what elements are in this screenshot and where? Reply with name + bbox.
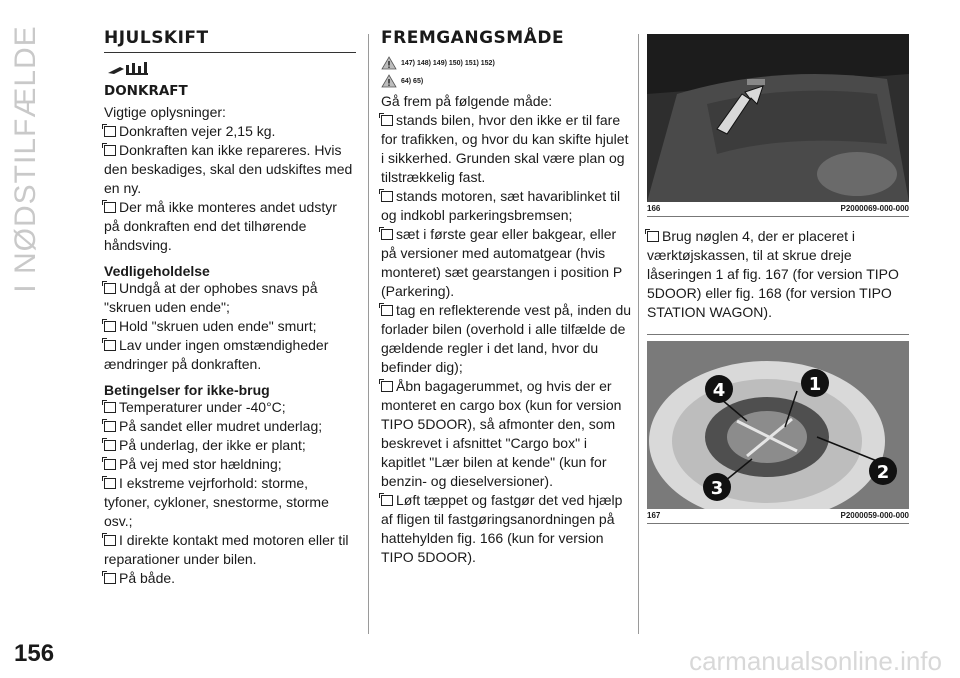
chapter-side-label <box>6 24 46 294</box>
intro-text: Gå frem på følgende måde: <box>381 93 553 109</box>
callout-4 <box>705 375 733 403</box>
column-1 <box>104 28 356 588</box>
list-item <box>381 491 633 567</box>
column-divider <box>638 34 639 634</box>
list-item-text: Lav under ingen omstændigheder ændringer på donkraften. <box>104 337 329 372</box>
list-item-text: stands bilen, hvor den ikke er til fare for trafikken, og hvor du kan skifte hjulet i sikkerhed. Grunden skal være plan og tilstrækkelig fast. <box>381 112 629 185</box>
callout-3 <box>703 473 731 501</box>
column-2 <box>381 28 633 567</box>
list-bullet-icon <box>104 478 116 489</box>
list-bullet-icon <box>104 535 116 546</box>
chapter-title: I NØDSTILFÆLDE <box>9 25 42 293</box>
instruction-item <box>647 227 909 322</box>
figure-166-photo <box>647 34 909 202</box>
list-item-text: På både. <box>119 570 176 586</box>
figure-number: 166 <box>647 204 661 213</box>
list-item <box>104 436 356 455</box>
list-bullet-icon <box>381 495 393 506</box>
page-number: 156 <box>14 640 55 667</box>
callout-3-label: 3 <box>710 478 724 499</box>
list-item-text: Der må ikke monteres andet udstyr på donkraften end det tilhørende håndsving. <box>104 199 337 253</box>
list-bullet-icon <box>104 402 116 413</box>
maintenance-list <box>104 279 356 374</box>
list-item-text: stands motoren, sæt havariblinket til og indkobl parkeringsbremsen; <box>381 188 621 223</box>
list-item <box>104 455 356 474</box>
watermark: carmanualsonline.info <box>689 646 942 676</box>
figure-167-caption <box>647 509 909 524</box>
column-divider <box>368 34 369 634</box>
callout-2 <box>869 457 897 485</box>
maintenance-heading: Vedligeholdelse <box>104 263 210 279</box>
list-item <box>104 569 356 588</box>
list-bullet-icon <box>381 305 393 316</box>
caution-triangle-icon <box>381 74 397 88</box>
column-3 <box>647 34 909 524</box>
list-item-text: Undgå at der ophobes snavs på "skruen uden ende"; <box>104 280 318 315</box>
list-item <box>104 198 356 255</box>
warning-triangle-icon <box>381 56 397 70</box>
warning-references: 147) 148) 149) 150) 151) 152) <box>401 59 495 67</box>
list-bullet-icon <box>104 340 116 351</box>
list-item-text: Temperaturer under -40°C; <box>119 399 286 415</box>
warning-reference-row <box>381 56 633 70</box>
list-item-text: I direkte kontakt med motoren eller til reparationer under bilen. <box>104 532 349 567</box>
list-bullet-icon <box>381 229 393 240</box>
list-bullet-icon <box>647 231 659 242</box>
list-item-text: På underlag, der ikke er plant; <box>119 437 306 453</box>
list-bullet-icon <box>104 283 116 294</box>
intro-text: Vigtige oplysninger: <box>104 104 226 120</box>
list-item <box>104 398 356 417</box>
list-bullet-icon <box>381 191 393 202</box>
instruction-text: Brug nøglen 4, der er placeret i værktøjskassen, til at skrue dreje låseringen 1 af fig. 167 (for version TIPO 5DOOR) eller fig. 168 (for version TIPO STATION WAGON). <box>647 228 899 320</box>
list-item-text: Åbn bagagerummet, og hvis der er monteret en cargo box (kun for version TIPO 5DOOR), så afmonter den, som beskrevet i afsnittet "Cargo box" i kapitlet "Lær bilen at kende" (kun for benzin- og dieselversioner). <box>381 378 622 489</box>
list-bullet-icon <box>104 202 116 213</box>
conditions-heading: Betingelser for ikke-brug <box>104 382 270 398</box>
list-item-text: sæt i første gear eller bakgear, eller på versioner med automatgear (hvis monteret) sæt gearstangen i position P (Parkering). <box>381 226 622 299</box>
figure-166-caption <box>647 202 909 217</box>
list-bullet-icon <box>104 145 116 156</box>
list-bullet-icon <box>104 321 116 332</box>
list-item-text: I ekstreme vejrforhold: storme, tyfoner, cykloner, snestorme, storme osv.; <box>104 475 329 529</box>
list-item-text: På vej med stor hældning; <box>119 456 282 472</box>
list-bullet-icon <box>104 573 116 584</box>
list-item-text: Løft tæppet og fastgør det ved hjælp af fligen til fastgøringsanordningen på hattehylden fig. 166 (kun for version TIPO 5DOOR). <box>381 492 623 565</box>
list-item-text: På sandet eller mudret underlag; <box>119 418 323 434</box>
figure-167-frame <box>647 334 909 524</box>
list-item <box>104 317 356 336</box>
caution-reference-row <box>381 74 633 88</box>
figure-code: P2000069-000-000 <box>840 204 909 213</box>
list-item <box>104 417 356 436</box>
list-item-text: tag en reflekterende vest på, inden du forlader bilen (overhold i alle tilfælde de gældende regler i det land, hvor du befinder dig); <box>381 302 632 375</box>
figure-number: 167 <box>647 511 661 520</box>
list-item <box>104 474 356 531</box>
list-bullet-icon <box>104 421 116 432</box>
list-item <box>381 377 633 491</box>
callout-1 <box>801 369 829 397</box>
list-bullet-icon <box>104 440 116 451</box>
callout-4-label: 4 <box>712 380 726 401</box>
list-bullet-icon <box>381 381 393 392</box>
jack-tool-icon <box>106 61 356 77</box>
list-bullet-icon <box>104 459 116 470</box>
list-item <box>104 336 356 374</box>
conditions-list <box>104 398 356 588</box>
section-title: FREMGANGSMÅDE <box>381 28 565 48</box>
section-title: HJULSKIFT <box>104 28 356 53</box>
list-item-text: Donkraften vejer 2,15 kg. <box>119 123 276 139</box>
list-bullet-icon <box>104 126 116 137</box>
list-item <box>381 111 633 187</box>
list-item <box>104 279 356 317</box>
list-item <box>104 122 356 141</box>
callout-2-label: 2 <box>876 462 890 483</box>
info-list <box>104 122 356 255</box>
subsection-title: DONKRAFT <box>104 83 188 99</box>
list-item <box>104 531 356 569</box>
figure-code: P2000059-000-000 <box>840 511 909 520</box>
list-item-text: Hold "skruen uden ende" smurt; <box>119 318 317 334</box>
list-bullet-icon <box>381 115 393 126</box>
list-item-text: Donkraften kan ikke repareres. Hvis den beskadiges, skal den udskiftes med en ny. <box>104 142 353 196</box>
list-item <box>381 187 633 225</box>
list-item <box>381 301 633 377</box>
figure-167-photo <box>647 341 909 509</box>
caution-references: 64) 65) <box>401 77 424 85</box>
callout-1-label: 1 <box>808 374 822 395</box>
procedure-list <box>381 111 633 567</box>
list-item <box>104 141 356 198</box>
list-item <box>381 225 633 301</box>
